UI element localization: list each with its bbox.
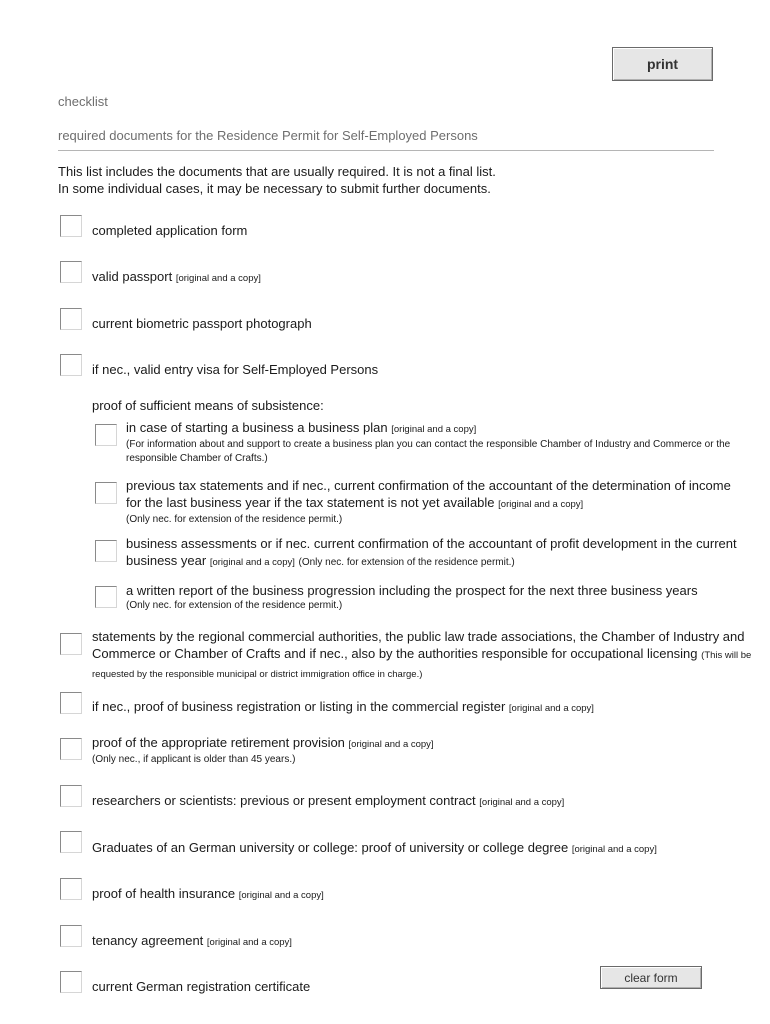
item-qualifier: [original and a copy] [175,273,261,284]
checkbox-graduates[interactable] [60,831,82,853]
intro-text [58,163,496,197]
item-qualifier: [original and a copy] [508,703,594,714]
checkbox-report[interactable] [95,586,117,608]
item-insurance [92,885,752,904]
item-label: current German registration certificate [92,979,311,994]
checkbox-researchers[interactable] [60,785,82,807]
item-retirement [92,734,752,767]
checkbox-registration-cert[interactable] [60,971,82,993]
page-subtitle: required documents for the Residence Permit for Self-Employed Persons [58,128,478,143]
item-label: completed application form [92,223,248,238]
item-label: tenancy agreement [92,933,204,948]
checkbox-passport[interactable] [60,261,82,283]
item-qualifier: [original and a copy] [238,890,324,901]
item-label: researchers or scientists: previous or present employment contract [92,793,476,808]
item-label: a written report of the business progression including the prospect for the next three business years [126,583,698,598]
checkbox-application-form[interactable] [60,215,82,237]
item-visa [92,361,752,378]
clear-form-button[interactable]: clear form [600,966,702,989]
item-note: (For information about and support to create a business plan you can contact the responsible Chamber of Industry and Commerce or the responsible Chamber of Crafts.) [126,439,731,464]
item-qualifier: [original and a copy] [498,499,584,510]
item-report [126,582,746,613]
item-qualifier: [original and a copy] [479,797,565,808]
checkbox-assessments[interactable] [95,540,117,562]
item-tenancy [92,932,752,951]
checkbox-retirement[interactable] [60,738,82,760]
item-researchers [92,792,752,811]
item-label: business assessments or if nec. current confirmation of the accountant of profit development in the current business year [126,536,737,568]
item-passport [92,268,752,287]
item-assessments [126,535,746,571]
item-statements [92,628,752,683]
item-qualifier: [original and a copy] [209,557,295,568]
subsistence-heading: proof of sufficient means of subsistence: [92,398,324,413]
item-application-form [92,222,752,239]
item-registration-cert [92,978,572,995]
item-label: valid passport [92,269,173,284]
item-tax [126,477,746,527]
item-registration [92,698,752,717]
item-label: proof of health insurance [92,886,236,901]
checkbox-tax[interactable] [95,482,117,504]
item-label: if nec., proof of business registration or listing in the commercial register [92,699,506,714]
header-divider [58,150,714,151]
item-label: in case of starting a business a business plan [126,420,388,435]
item-business-plan [126,419,746,466]
print-button[interactable]: print [612,47,713,81]
item-label: proof of the appropriate retirement provision [92,735,345,750]
checkbox-statements[interactable] [60,633,82,655]
intro-line-2: In some individual cases, it may be necessary to submit further documents. [58,181,491,196]
checkbox-business-plan[interactable] [95,424,117,446]
item-label: previous tax statements and if nec., current confirmation of the accountant of the determination of income for the last business year if the tax statement is not yet available [126,478,731,510]
item-label: statements by the regional commercial authorities, the public law trade associations, the Chamber of Industry and Commerce or Chamber of Crafts and if nec., also by the authorities responsible for occupational licensing [92,629,745,661]
item-qualifier: [original and a copy] [571,844,657,855]
checkbox-tenancy[interactable] [60,925,82,947]
item-qualifier: [original and a copy] [391,424,477,435]
item-label: Graduates of an German university or college: proof of university or college degree [92,840,569,855]
item-qualifier: [original and a copy] [348,739,434,750]
checkbox-photo[interactable] [60,308,82,330]
page-title: checklist [58,94,108,109]
item-label: current biometric passport photograph [92,316,312,331]
item-label: if nec., valid entry visa for Self-Employed Persons [92,362,379,377]
item-note: (Only nec. for extension of the residence permit.) [126,600,343,611]
item-graduates [92,839,752,858]
checkbox-insurance[interactable] [60,878,82,900]
intro-line-1: This list includes the documents that are usually required. It is not a final list. [58,164,496,179]
item-photo [92,315,752,332]
item-note: (This will be requested by the responsible municipal or district immigration office in charge.) [92,650,752,680]
checkbox-visa[interactable] [60,354,82,376]
item-qualifier: [original and a copy] [206,937,292,948]
checkbox-registration[interactable] [60,692,82,714]
item-note: (Only nec. for extension of the residence permit.) [298,557,515,568]
item-note: (Only nec., if applicant is older than 45 years.) [92,754,296,765]
item-note: (Only nec. for extension of the residence permit.) [126,514,343,525]
